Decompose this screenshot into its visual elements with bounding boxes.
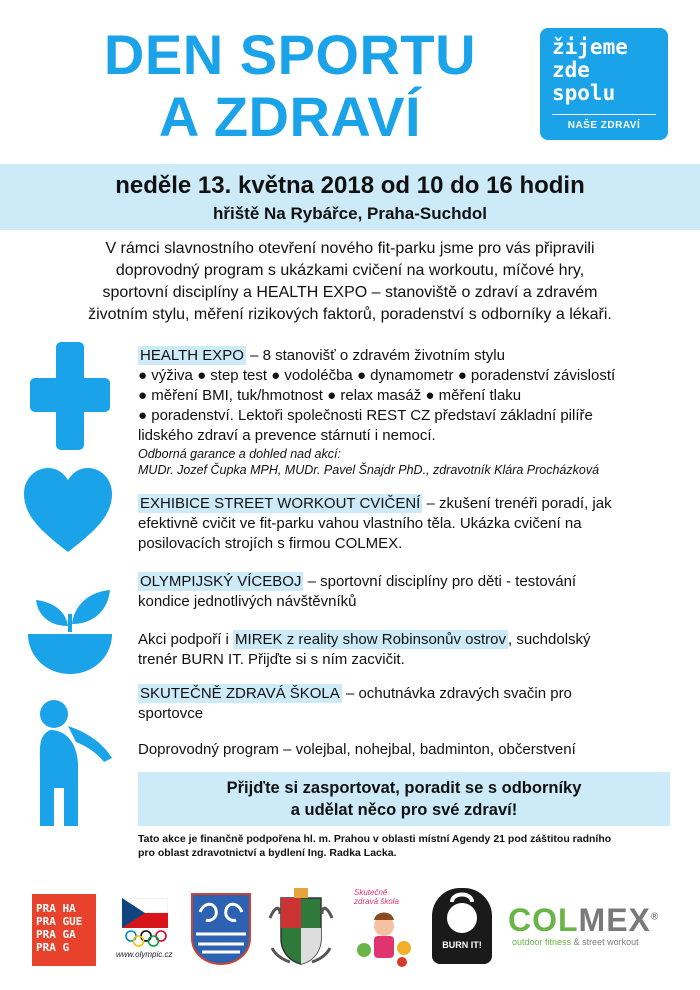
funding-note	[138, 832, 678, 860]
section-olympic-contest	[138, 572, 678, 612]
intro-line: V rámci slavnostního otevření nového fit-parku jsme pro vás připravili	[105, 240, 595, 257]
mirek-pre: Akci podpoří i	[138, 631, 234, 648]
health-expo-subtitle: – 8 stanovišť o zdravém životním stylu	[245, 347, 505, 364]
plus-icon	[30, 342, 110, 450]
intro-paragraph	[40, 238, 660, 326]
burn-it-text: BURN IT!	[442, 940, 482, 950]
healthy-school-mascot-icon	[354, 908, 414, 968]
cta-line-1: Přijďte si zasportovat, poradit se s odborníky	[226, 779, 582, 797]
colmex-logo	[508, 902, 668, 962]
healthy-school-line: sportovce	[138, 705, 204, 722]
swan-coat-of-arms-icon	[190, 892, 252, 966]
cta-line-2: a udělat něco pro své zdraví!	[290, 801, 518, 819]
intro-line: doprovodný program s ukázkami cvičení na workoutu, míčové hry,	[115, 262, 585, 279]
section-healthy-school	[138, 684, 678, 724]
street-workout-heading: EXHIBICE STREET WORKOUT CVIČENÍ	[140, 495, 421, 512]
colmex-wordmark-part-2: MEX	[578, 902, 651, 938]
colmex-wordmark-part-1: COL	[508, 902, 579, 938]
praha-line: PRA GA	[36, 928, 76, 941]
street-workout-line: efektivně cvičit ve fit-parku vahou vlastního těla. Ukázka cvičení na	[138, 515, 582, 532]
title-line-1: DEN SPORTU	[103, 23, 477, 86]
call-to-action	[138, 772, 670, 826]
intro-line: životním stylu, měření rizikových faktorů, poradenství s odborníky a lékaři.	[88, 306, 612, 323]
colmex-tagline-part-1: outdoor fitness	[512, 937, 572, 947]
plant-bowl-icon	[24, 586, 116, 678]
healthy-school-text: – ochutnávka zdravých svačin pro	[341, 685, 572, 702]
stretching-person-icon	[24, 696, 116, 828]
szs-line-1: Skutečně	[354, 888, 388, 897]
burn-it-logo	[432, 888, 492, 964]
ornate-coat-of-arms-icon	[266, 888, 336, 968]
program-text: Doprovodný program – volejbal, nohejbal, badminton, občerstvení	[138, 741, 576, 758]
praha-line: PRA G	[36, 941, 70, 954]
mirek-line: trenér BURN IT. Přijďte si s ním zacvičit.	[138, 651, 405, 668]
praha-line: PRA HA	[36, 902, 76, 915]
colmex-tagline-amp: &	[571, 937, 583, 947]
colmex-tagline-part-2: street workout	[582, 937, 639, 947]
date-band	[0, 164, 700, 230]
intro-line: sportovní disciplíny a HEALTH EXPO – stanoviště o zdraví a zdravém	[102, 284, 598, 301]
section-program	[138, 740, 678, 760]
colmex-wordmark	[508, 902, 668, 939]
health-expo-line: ● výživa ● step test ● vodoléčba ● dynamometr ● poradenství závislostí	[138, 367, 616, 384]
funding-line-2: pro oblast zdravotnictví a bydlení Ing. Radka Lacka.	[138, 847, 397, 859]
street-workout-text: – zkušení trenéři poradí, jak	[422, 495, 612, 512]
olympic-contest-line: kondice jednotlivých návštěvníků	[138, 593, 357, 610]
guarantee-label: Odborná garance a dohled nad akcí:	[138, 447, 341, 461]
health-expo-line: ● měření BMI, tuk/hmotnost ● relax masáž ● měření tlaku	[138, 387, 522, 404]
mirek-heading: MIREK z reality show Robinsonův ostrov	[235, 631, 506, 648]
section-mirek	[138, 630, 678, 670]
heart-icon	[22, 468, 114, 554]
street-workout-line: posilovacích strojích s firmou COLMEX.	[138, 535, 403, 552]
title-line-2: A ZDRAVÍ	[158, 85, 422, 148]
section-health-expo	[138, 346, 678, 478]
logo-line-2: zde	[552, 58, 590, 82]
skutecne-zdrava-skola-logo	[354, 888, 399, 906]
czech-flag-icon	[122, 898, 168, 928]
healthy-school-heading: SKUTEČNĚ ZDRAVÁ ŠKOLA	[140, 685, 340, 702]
logo-line-3: spolu	[552, 81, 616, 105]
olympic-contest-heading: OLYMPIJSKÝ VÍCEBOJ	[140, 573, 302, 590]
guarantee-names: MUDr. Jozef Čupka MPH, MUDr. Pavel Šnajdr PhD., zdravotník Klára Procházková	[138, 463, 600, 477]
szs-line-2: zdravá škola	[354, 897, 399, 906]
health-expo-line: lidského zdraví a prevence stárnutí i nemocí.	[138, 427, 436, 444]
olympic-url: www.olympic.cz	[116, 950, 173, 959]
olympic-rings-icon	[124, 930, 168, 948]
mirek-text: , suchdolský	[507, 631, 591, 648]
logo-subtitle: NAŠE ZDRAVÍ	[540, 120, 668, 131]
section-street-workout	[138, 494, 678, 554]
funding-line-1: Tato akce je finančně podpořena hl. m. Prahou v oblasti místní Agendy 21 pod záštitou radního	[138, 833, 612, 845]
health-expo-heading: HEALTH EXPO	[140, 347, 244, 364]
health-expo-line: ● poradenství. Lektoři společnosti REST CZ představí základní pilíře	[138, 407, 593, 424]
logo-text	[552, 36, 628, 105]
praha-line: PRA GUE	[36, 915, 83, 928]
event-title	[70, 24, 510, 148]
zijeme-zde-spolu-logo	[540, 28, 668, 140]
logo-line-1: žijeme	[552, 35, 628, 59]
event-date: neděle 13. května 2018 od 10 do 16 hodin	[115, 172, 585, 199]
praha-logo	[32, 894, 96, 966]
colmex-registered-mark: ®	[650, 911, 660, 923]
kettlebell-icon	[432, 888, 492, 938]
event-place: hřiště Na Rybářce, Praha-Suchdol	[213, 204, 487, 223]
olympic-contest-text: – sportovní disciplíny pro děti - testování	[303, 573, 577, 590]
